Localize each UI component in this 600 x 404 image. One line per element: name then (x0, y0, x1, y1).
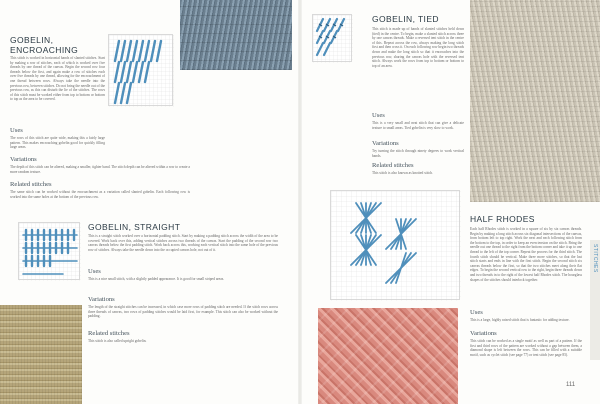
straight-diagram-svg (19, 223, 81, 281)
tied-intro: This stitch is made up of bands of slanted stitches held down (tied) in the centre. To begin, make a slanted stitch across three by one canvas threads. Make a reversed tent stitch in the centre of this. Repeat across the row, always making the long stitch first and then cross it. On each following row begin two threads down and make the long stitch so that it encroaches into the previous row, sharing the canvas hole with the reversed tent stitch. Always work the rows from top to bottom or bottom to top of an area. (372, 27, 464, 68)
straight-intro: This is a straight stitch worked over a horizontal padding stitch. Start by making a padding stitch across the width of the area to be covered. Work back over this, adding vertical stitches across two threads of the canvas. Start the padding of the second row two canvas threads below the first padding stitch. Work back across this, working each vertical stitch into the same hole of the previous row of stitches. Always take the needle down into the occupied canvas hole, not out of it. (88, 234, 278, 252)
tied-related-text: This stitch is also known as knotted stitch. (372, 171, 433, 175)
side-tabs (590, 240, 600, 360)
rhodes-title: HALF RHODES (470, 214, 535, 224)
encroaching-related-heading: Related stitches (10, 181, 52, 188)
encroaching-variations-heading: Variations (10, 156, 37, 163)
encroaching-diagram (108, 34, 173, 106)
tied-variations-heading: Variations (372, 140, 399, 147)
tied-related-heading: Related stitches (372, 162, 414, 169)
straight-uses-heading: Uses (88, 268, 101, 275)
straight-variations-text: The length of the straight stitches can be increased, in which case more rows of padding stitch are needed. If the stitch rows across three threads of canvas, two rows of padding stitches would be laid first, for example. This stitch can also be worked without the padding. (88, 305, 278, 319)
tied-diagram (312, 14, 352, 62)
straight-photo (0, 305, 82, 404)
page-number: 111 (566, 382, 576, 388)
encroaching-uses-text: The rows of this stitch are quite wide, making this a fairly large pattern. This makes encroaching gobelin good for quickly filling large areas. (10, 136, 105, 150)
straight-related-heading: Related stitches (88, 330, 130, 337)
rhodes-variations-heading: Variations (470, 330, 497, 337)
rhodes-uses-heading: Uses (470, 309, 483, 316)
straight-diagram (18, 222, 80, 280)
rhodes-photo (318, 308, 458, 404)
encroaching-variations-text: The depth of this stitch can be altered, making a smaller, tighter band. The stitch depth can be altered within a row to create a more random texture. (10, 165, 190, 174)
tied-uses-text: This is a very small and neat stitch that can give a delicate texture to small areas. Tied gobelin is very slow to work. (372, 121, 464, 130)
straight-uses-text: This is a nice small stitch, with a slightly padded appearance. It is good for small striped areas. (88, 277, 225, 281)
encroaching-intro: This stitch is worked in horizontal bands of slanted stitches. Start by making a row of stitches, each of which is worked over five threads by one thread of the canvas. Begin the second row four threads below the first, and again make a row of stitches each over five threads by one thread, allowing for the encroachment of one thread between rows. Always take the needle into the previous row, between stitches. Do not bring the needle out of the previous row, as this can disturb the lie of the stitches. The rows of this stitch must be worked either from top to bottom or bottom to top as the area to be covered. (10, 56, 105, 102)
tied-variations-text: Try turning the stitch through ninety degrees to work vertical bands. (372, 149, 464, 158)
tied-diagram-svg (313, 15, 353, 63)
encroaching-diagram-svg (109, 35, 174, 107)
side-tab-active[interactable]: STITCHES (592, 244, 598, 273)
rhodes-diagram (330, 190, 460, 300)
straight-variations-heading: Variations (88, 296, 115, 303)
rhodes-intro: Each half Rhodes stitch is worked in a square of six by six canvas threads. Begin by making a long stitch across six diagonal intersections of the canvas, from bottom left to top right. Work the next and each following stitch from the bottom to the top, in order to keep an even tension on the stitch. Bring the needle out one thread to the right from the bottom corner and take it up to one thread to the left of the top corner. Repeat the process for the third stitch. The fourth stitch should be vertical. Make three more stitches, so that the last stitch starts and ends in line with the first stitch. Begin the second stitch six canvas threads below the first, so that the two stitches meet along their flat edges. To begin the second vertical row to the right, begin three threads down and two threads in to the right of the lowest half Rhodes stitch. The hourglass shapes of the stitches should interlock together. (470, 227, 582, 282)
encroaching-title: GOBELIN, ENCROACHING (10, 35, 79, 55)
encroaching-photo (180, 0, 292, 70)
encroaching-related-text: The same stitch can be worked without the encroachment as a variation called slanted gobelin. Each following row is worked into the same holes at the bottom of the previous row. (10, 190, 190, 199)
encroaching-uses-heading: Uses (10, 127, 23, 134)
page-gutter (298, 0, 302, 404)
straight-title: GOBELIN, STRAIGHT (88, 222, 181, 232)
rhodes-uses-text: This is a large, highly raised stitch that is fantastic for adding texture. (470, 318, 570, 322)
tied-photo (470, 0, 600, 202)
tied-title: GOBELIN, TIED (372, 14, 439, 24)
rhodes-diagram-svg (331, 191, 461, 301)
tied-uses-heading: Uses (372, 112, 385, 119)
straight-related-text: This stitch is also called upright gobelin. (88, 339, 147, 343)
rhodes-variations-text: This stitch can be worked as a single motif as well as part of a pattern. If the first and third rows of the pattern are worked without a gap between them, a diamond shape is left between the rows. This can be filled with a suitable motif, such as cyclet stitch (see page 77) or tent stitch (see page 85). (470, 339, 582, 357)
